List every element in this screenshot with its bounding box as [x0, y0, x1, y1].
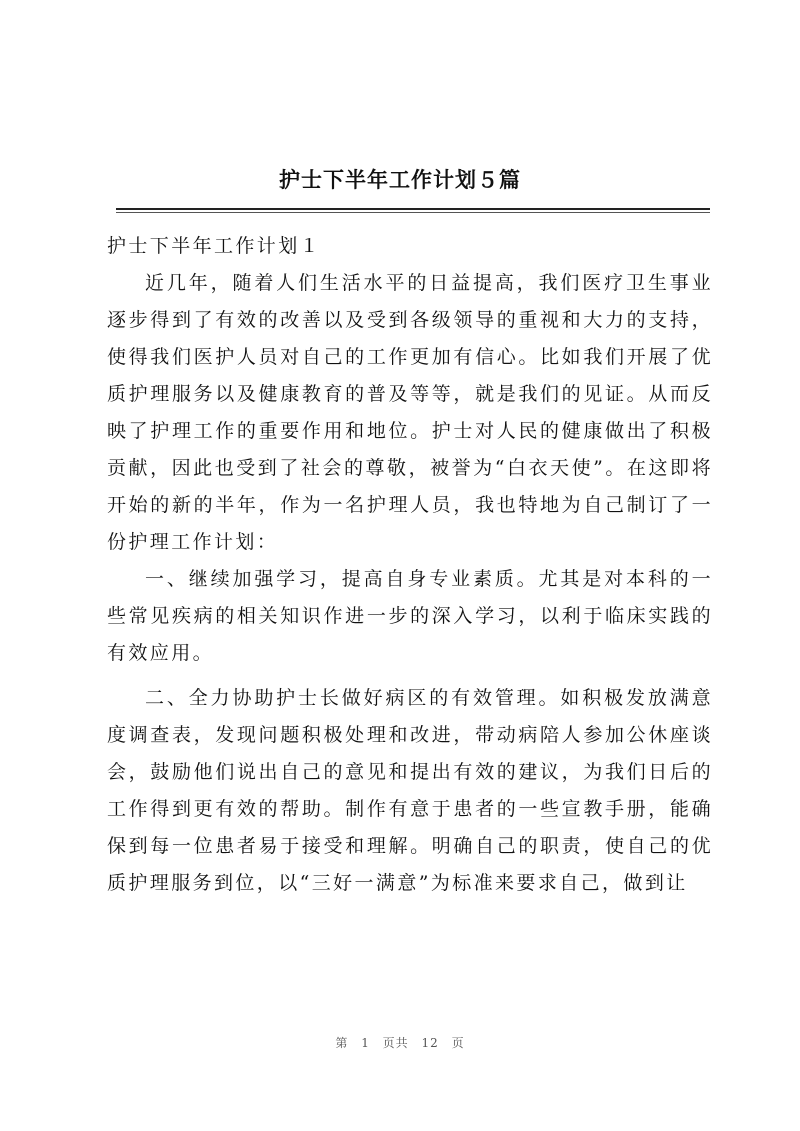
footer-page-prefix: 第	[335, 1036, 349, 1050]
footer-current-page: 1	[361, 1036, 370, 1050]
footer-page-suffix: 页	[451, 1036, 465, 1050]
document-body	[107, 228, 713, 902]
paragraph-item-1: 一、继续加强学习，提高自身专业素质。尤其是对本科的一些常见疾病的相关知识作进一步的深入学习，以利于临床实践的有效应用。	[107, 568, 713, 664]
title-divider-thin	[116, 212, 710, 213]
page-footer	[0, 1034, 800, 1051]
section-heading: 护士下半年工作计划１	[107, 235, 322, 257]
paragraph-item-2: 二、全力协助护士长做好病区的有效管理。如积极发放满意度调查表，发现问题积极处理和改进，带动病陪人参加公休座谈会，鼓励他们说出自己的意见和提出有效的建议，为我们日后的工作得到更有效的帮助。制作有意于患者的一些宣教手册，能确保到每一位患者易于接受和理解。明确自己的职责，使自己的优质护理服务到位，以“三好一满意”为标准来要求自己，做到让	[107, 687, 713, 894]
footer-page-middle: 页共	[382, 1036, 409, 1050]
footer-total-pages: 12	[421, 1036, 439, 1050]
title-divider-thick	[116, 208, 710, 210]
document-title: 护士下半年工作计划５篇	[279, 167, 521, 192]
paragraph-intro: 近几年，随着人们生活水平的日益提高，我们医疗卫生事业逐步得到了有效的改善以及受到各级领导的重视和大力的支持，使得我们医护人员对自己的工作更加有信心。比如我们开展了优质护理服务以及健康教育的普及等等，就是我们的见证。从而反映了护理工作的重要作用和地位。护士对人民的健康做出了积极贡献，因此也受到了社会的尊敬，被誉为“白衣天使”。在这即将开始的新的半年，作为一名护理人员，我也特地为自己制订了一份护理工作计划：	[107, 272, 713, 553]
